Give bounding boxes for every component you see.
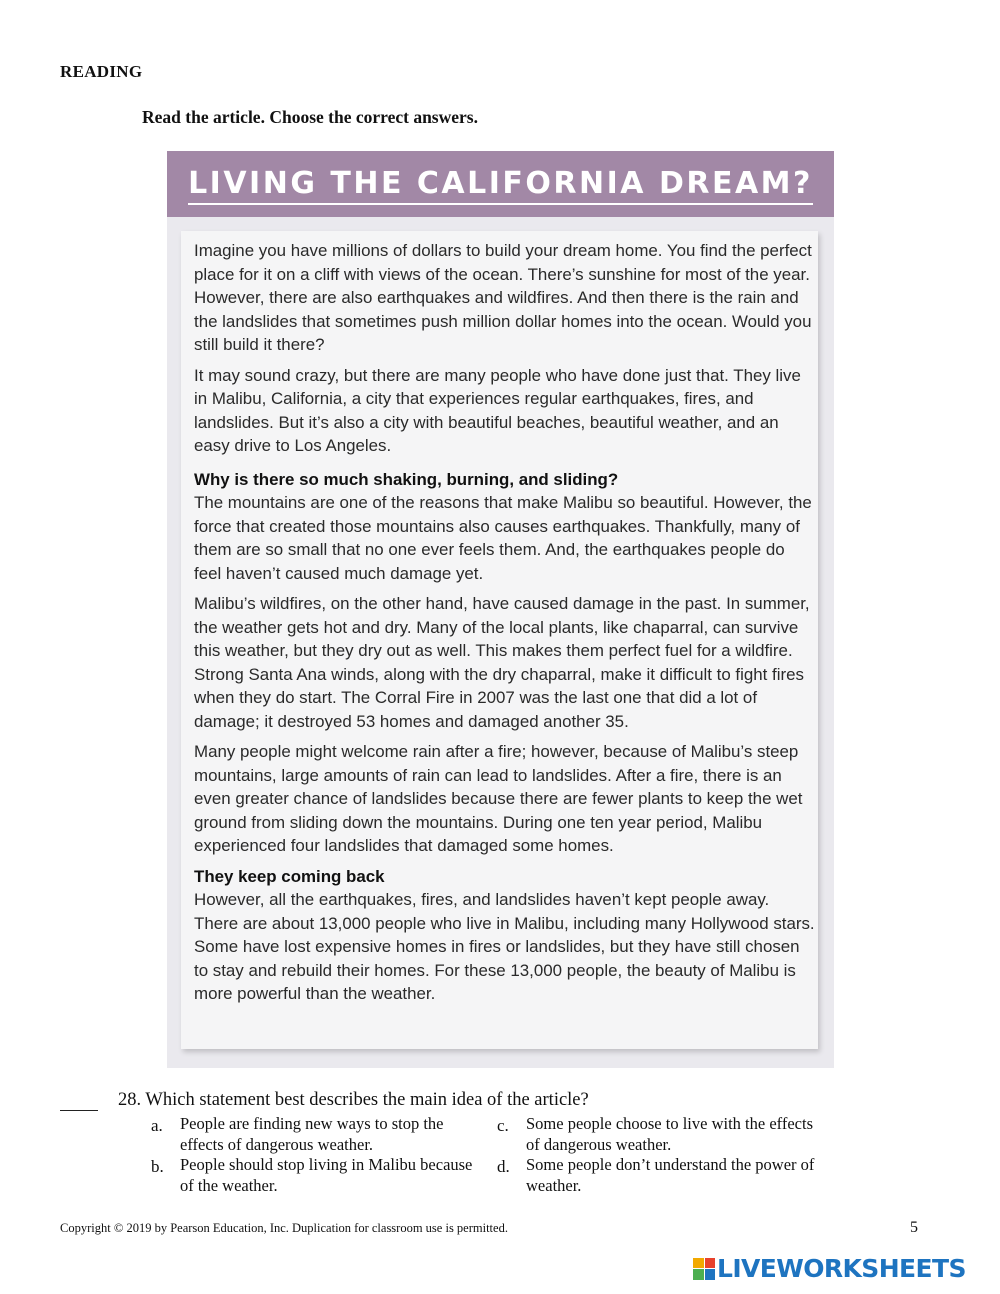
article-subheading: They keep coming back: [194, 866, 385, 886]
question-text: [118, 1090, 589, 1111]
question-prompt: Which statement best describes the main idea of the article?: [145, 1090, 589, 1110]
option-letter: d.: [497, 1157, 510, 1176]
article-subheading: Why is there so much shaking, burning, and sliding?: [194, 469, 619, 489]
option-text: People should stop living in Malibu because of the weather.: [180, 1155, 473, 1195]
section-heading: READING: [60, 62, 143, 81]
article-paragraph: However, all the earthquakes, fires, and landslides haven’t kept people away. There are about 13,000 people who live in Malibu, including many Hollywood stars. Some have lost expensive homes in fires or landslides, but they have still chosen to stay and rebuild their homes. For these 13,000 people, the beauty of Malibu is more powerful than the weather.: [194, 890, 815, 1003]
option-text: People are finding new ways to stop the effects of dangerous weather.: [180, 1114, 444, 1154]
option-text: Some people choose to live with the effects of dangerous weather.: [526, 1114, 813, 1154]
answer-blank[interactable]: [60, 1090, 98, 1111]
option-text: Some people don’t understand the power of weather.: [526, 1155, 815, 1195]
article-box: [167, 151, 834, 1068]
article-paragraph: The mountains are one of the reasons that make Malibu so beautiful. However, the force that created those mountains also causes earthquakes. Thankfully, many of them are so small that no one ever feels them. And, the earthquakes people do feel haven’t caused much damage yet.: [194, 493, 812, 583]
liveworksheets-brand[interactable]: [693, 1254, 966, 1283]
logo-square: [705, 1258, 716, 1269]
article-banner: [167, 151, 834, 217]
logo-square: [693, 1269, 704, 1280]
option-letter: c.: [497, 1116, 509, 1135]
footer-copyright: Copyright © 2019 by Pearson Education, Inc. Duplication for classroom use is permitted.: [60, 1221, 508, 1235]
option-letter: a.: [151, 1116, 163, 1135]
page-number: 5: [910, 1219, 918, 1236]
article-paragraph: Malibu’s wildfires, on the other hand, have caused damage in the past. In summer, the weather gets hot and dry. Many of the local plants, like chaparral, can survive this weather, but they dry out as well. This makes them perfect fuel for a wildfire. Strong Santa Ana winds, along with the dry chaparral, make it difficult to fight fires when they do start. The Corral Fire in 2007 was the last one that did a lot of damage; it destroyed 53 homes and damaged another 35.: [194, 594, 810, 731]
brand-name: LIVEWORKSHEETS: [717, 1254, 966, 1283]
liveworksheets-logo-icon: [693, 1258, 715, 1280]
logo-square: [705, 1269, 716, 1280]
article-body: [181, 231, 818, 1049]
article-title: LIVING THE CALIFORNIA DREAM?: [188, 166, 813, 205]
article-paragraph: It may sound crazy, but there are many people who have done just that. They live in Malibu, California, a city that experiences regular earthquakes, fires, and landslides. But it’s also a city with beautiful beaches, beautiful weather, and an easy drive to Los Angeles.: [194, 365, 801, 455]
option-letter: b.: [151, 1157, 164, 1176]
instructions: Read the article. Choose the correct answers.: [142, 107, 478, 127]
article-paragraph: Imagine you have millions of dollars to build your dream home. You find the perfect place for it on a cliff with views of the ocean. There’s sunshine for most of the year. However, there are also earthquakes and wildfires. And then there is the rain and the landslides that sometimes push million dollar homes into the ocean. Would you still build it there?: [194, 241, 812, 354]
question-number: 28.: [118, 1090, 142, 1110]
logo-square: [693, 1258, 704, 1269]
article-paragraph: Many people might welcome rain after a fire; however, because of Malibu’s steep mountains, large amounts of rain can lead to landslides. After a fire, there is an even greater chance of landslides because there are fewer plants to keep the wet ground from sliding down the mountains. During one ten year period, Malibu experienced four landslides that damaged some homes.: [194, 742, 803, 855]
